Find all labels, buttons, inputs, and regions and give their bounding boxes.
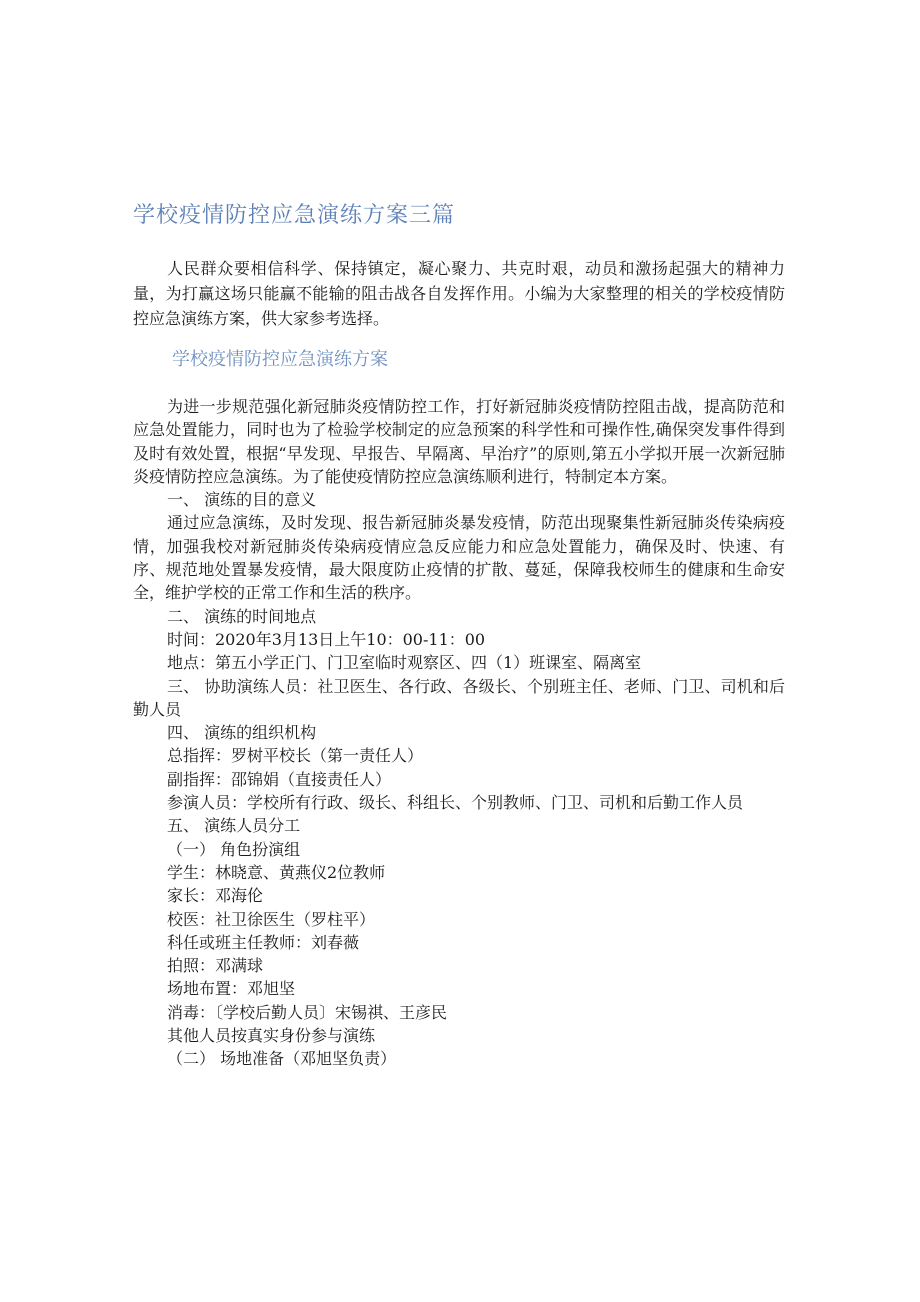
deputy-commander-line: 副指挥：邵锦娟（直接责任人） bbox=[167, 769, 392, 789]
subheading-venue-prep: （二） 场地准备（邓旭坚负责） bbox=[167, 1049, 397, 1069]
section-title: 学校疫情防控应急演练方案 bbox=[172, 349, 388, 370]
role-parent: 家长：邓海伦 bbox=[167, 886, 264, 906]
role-school-doctor: 校医：社卫徐医生（罗柱平） bbox=[167, 909, 376, 929]
role-students: 学生：林晓意、黄燕仪2位教师 bbox=[167, 862, 386, 882]
role-disinfection: 消毒：〔学校后勤人员〕宋锡祺、王彦民 bbox=[167, 1002, 448, 1022]
document-title: 学校疫情防控应急演练方案三篇 bbox=[133, 203, 456, 228]
place-line: 地点：第五小学正门、门卫室临时观察区、四（1）班课室、隔离室 bbox=[167, 653, 642, 673]
role-others: 其他人员按真实身份参与演练 bbox=[167, 1026, 376, 1046]
heading-2-time-place: 二、 演练的时间地点 bbox=[167, 606, 317, 626]
body-paragraph-purpose: 为进一步规范强化新冠肺炎疫情防控工作，打好新冠肺炎疫情防控阻击战，提高防范和应急处置能力，同时也为了检验学校制定的应急预案的科学性和可操作性,确保突发事件得到及时有效处置，根据“早发现、早报告、早隔离、早治疗”的原则,第五小学拟开展一次新冠肺炎疫情防控应急演练。为了能使疫情防控应急演练顺利进行，特制定本方案。 bbox=[133, 397, 785, 486]
heading-4-organization: 四、 演练的组织机构 bbox=[167, 723, 317, 743]
body-paragraph-objectives: 通过应急演练，及时发现、报告新冠肺炎暴发疫情，防范出现聚集性新冠肺炎传染病疫情，加强我校对新冠肺炎传染病疫情应急反应能力和应急处置能力，确保及时、快速、有序、规范地处置暴发疫情，最大限度防止疫情的扩散、蔓延，保障我校师生的健康和生命安全，维护学校的正常工作和生活的秩序。 bbox=[133, 513, 785, 603]
time-line: 时间：2020年3月13日上午10：00-11：00 bbox=[167, 629, 486, 649]
role-venue-setup: 场地布置：邓旭坚 bbox=[167, 979, 296, 999]
intro-paragraph: 人民群众要相信科学、保持镇定，凝心聚力、共克时艰，动员和激扬起强大的精神力量，为打赢这场只能赢不能输的阻击战各自发挥作用。小编为大家整理的相关的学校疫情防控应急演练方案，供大家参考选择。 bbox=[133, 259, 785, 328]
participants-line: 参演人员：学校所有行政、级长、科组长、个别教师、门卫、司机和后勤工作人员 bbox=[167, 793, 744, 813]
role-teacher: 科任或班主任教师：刘春薇 bbox=[167, 932, 360, 952]
document-body bbox=[133, 395, 785, 1071]
role-photography: 拍照：邓满球 bbox=[167, 956, 264, 976]
commander-line: 总指挥：罗树平校长（第一责任人） bbox=[167, 746, 424, 766]
heading-1-objectives: 一、 演练的目的意义 bbox=[167, 490, 317, 510]
heading-3-assistants: 三、 协助演练人员：社卫医生、各行政、各级长、个别班主任、老师、门卫、司机和后勤人员 bbox=[133, 676, 785, 719]
heading-5-roles: 五、 演练人员分工 bbox=[167, 816, 301, 836]
subheading-role-play: （一） 角色扮演组 bbox=[167, 839, 301, 859]
